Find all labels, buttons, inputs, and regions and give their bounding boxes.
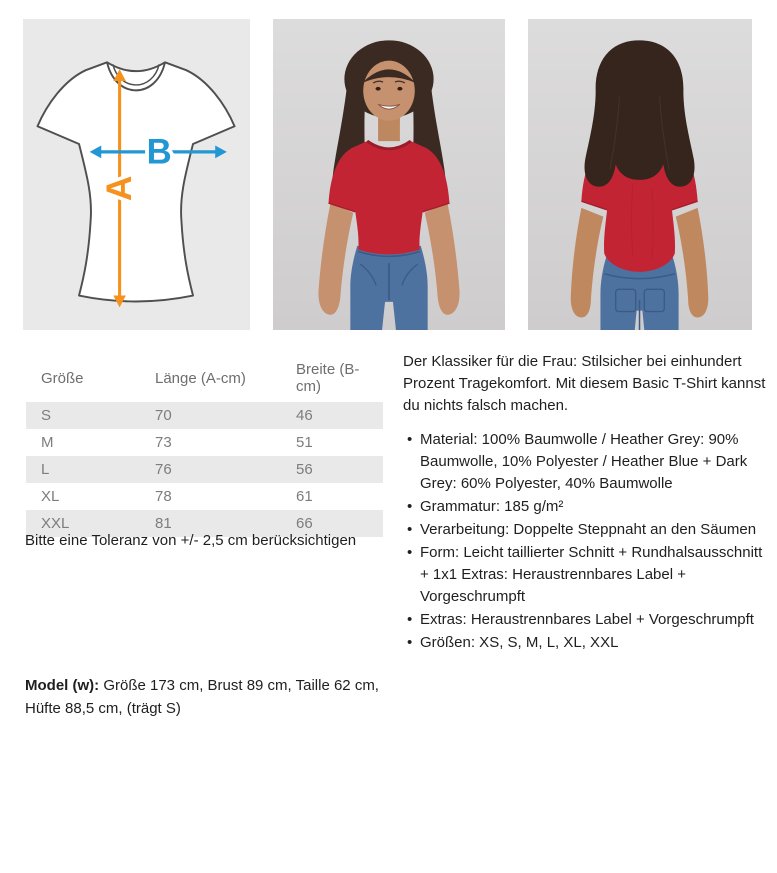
model-back-photo[interactable] [528, 19, 752, 330]
cell-size: XL [41, 488, 60, 505]
cell-size: M [41, 434, 54, 451]
list-item-verarbeitung: • Verarbeitung: Doppelte Steppnaht an den Säumen [420, 519, 767, 541]
list-item-grammatur: • Grammatur: 185 g/m² [420, 496, 767, 518]
model-info-details: Größe 173 cm, Brust 89 cm, Taille 62 cm, Hüfte 88,5 cm, (trägt S) [25, 677, 379, 717]
description-intro: Der Klassiker für die Frau: Stilsicher bei einhundert Prozent Tragekomfort. Mit diesem Basic T-Shirt kannst du nichts falsch machen. [403, 353, 766, 414]
model-front-svg [273, 19, 505, 330]
size-chart-table [26, 354, 383, 537]
product-description [403, 351, 767, 655]
cell-width: 66 [281, 510, 383, 537]
cell-length: 78 [155, 488, 172, 505]
diagram-label-b: B [146, 132, 172, 172]
cell-size: L [26, 456, 140, 483]
table-row [26, 456, 383, 483]
size-diagram-image[interactable] [23, 19, 250, 330]
cell-width: 51 [296, 434, 313, 451]
cell-width: 46 [281, 402, 383, 429]
list-item-material: • Material: 100% Baumwolle / Heather Grey: 90% Baumwolle, 10% Polyester / Heather Blue + Dark Grey: 60% Polyester, 40% Baumwolle [420, 429, 767, 495]
cell-length: 81 [140, 510, 281, 537]
feature-list [403, 429, 767, 654]
table-row [26, 402, 383, 429]
col-header-length: Länge (A-cm) [140, 354, 281, 402]
model-back-svg [528, 19, 752, 330]
table-row [26, 429, 383, 456]
col-header-width: Breite (B-cm) [281, 354, 383, 402]
size-chart-header-row [26, 354, 383, 402]
list-item-form: • Form: Leicht taillierter Schnitt + Rundhalsausschnitt + 1x1 Extras: Heraustrennbares Label + Vorgeschrumpft [420, 542, 767, 608]
cell-width: 56 [281, 456, 383, 483]
table-row [26, 483, 383, 510]
list-item-extras: • Extras: Heraustrennbares Label + Vorgeschrumpft [420, 609, 767, 631]
model-measurements [25, 674, 391, 720]
cell-width: 61 [296, 488, 313, 505]
tolerance-note: Bitte eine Toleranz von +/- 2,5 cm berücksichtigen [25, 532, 357, 549]
size-diagram-svg [23, 19, 250, 330]
model-info-label: Model (w): [25, 677, 100, 694]
list-item-groessen: • Größen: XS, S, M, L, XL, XXL [420, 632, 767, 654]
col-header-size: Größe [26, 354, 140, 402]
cell-length: 76 [140, 456, 281, 483]
cell-size: XXL [26, 510, 140, 537]
cell-length: 73 [155, 434, 172, 451]
diagram-label-a: A [100, 175, 139, 202]
cell-size: S [26, 402, 140, 429]
model-front-photo[interactable] [273, 19, 505, 330]
cell-length: 70 [140, 402, 281, 429]
